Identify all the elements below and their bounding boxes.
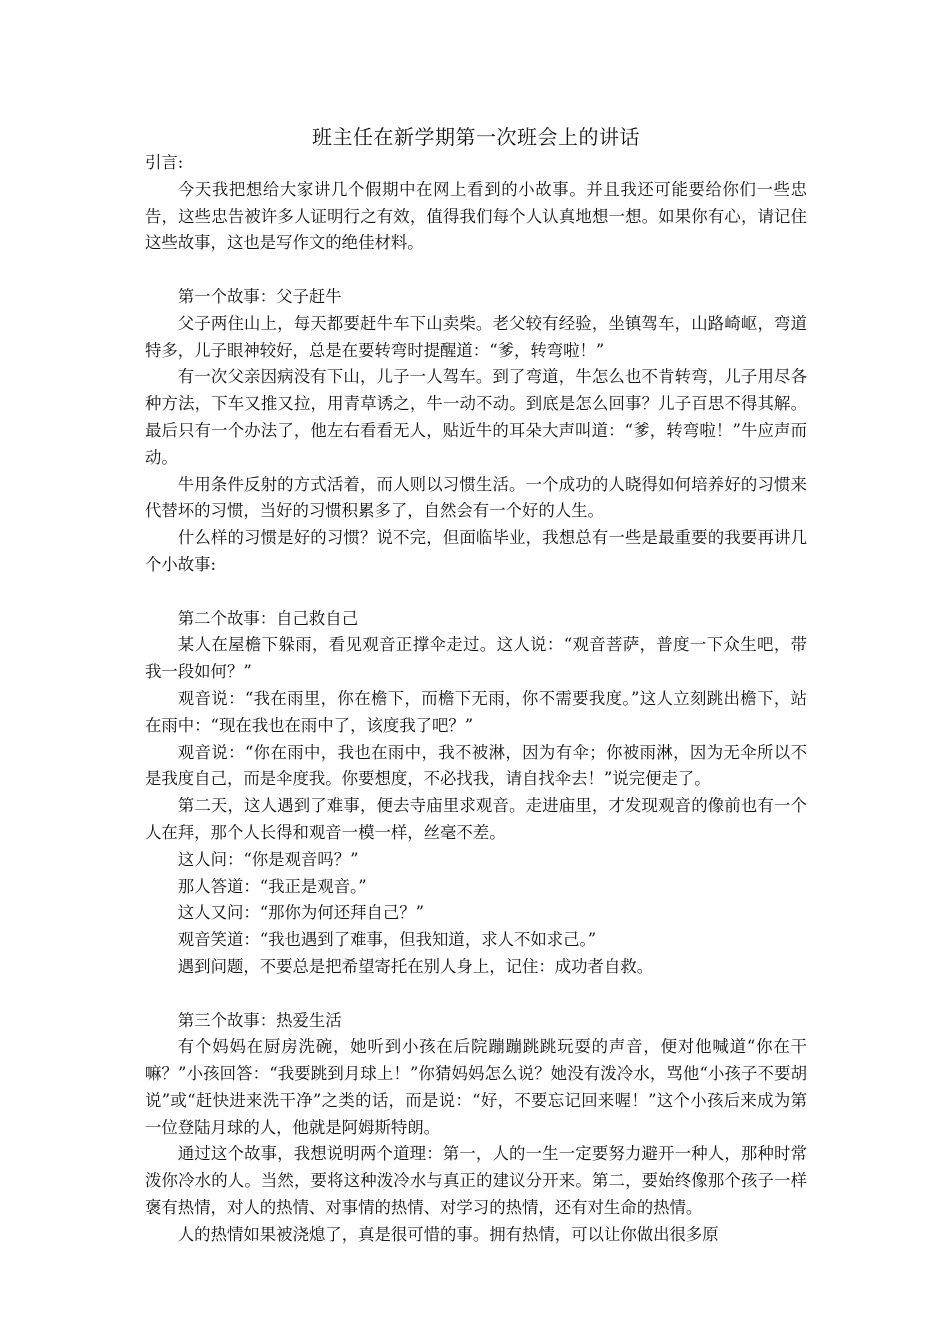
story2-paragraph: 某人在屋檐下躲雨，看见观音正撑伞走过。这人说：“观音菩萨，普度一下众生吧，带我一段如何？” — [145, 635, 807, 682]
story1-paragraph: 父子两住山上，每天都要赶牛车下山卖柴。老父较有经验，坐镇驾车，山路崎岖，弯道特多，儿子眼神较好，总是在要转弯时提醒道：“爹，转弯啦！” — [145, 313, 807, 360]
story2-dialogue-line: 这人又问：“那你为何还拜自己？” — [177, 903, 425, 923]
story1-paragraph: 有一次父亲因病没有下山，儿子一人驾车。到了弯道，牛怎么也不肯转弯，儿子用尽各种方法，下车又推又拉，用青草诱之，牛一动不动。到底是怎么回事？儿子百思不得其解。最后只有一个办法了，他左右看看无人，贴近牛的耳朵大声叫道：“爹，转弯啦！”牛应声而动。 — [145, 367, 807, 467]
story2-moral: 遇到问题，不要总是把希望寄托在别人身上，记住：成功者自救。 — [177, 956, 654, 976]
story2-dialogue-line: 那人答道：“我正是观音。” — [177, 876, 367, 896]
story3-paragraph: 有个妈妈在厨房洗碗，她听到小孩在后院蹦蹦跳跳玩耍的声音，便对他喊道“你在干嘛？”小孩回答：“我要跳到月球上！”你猜妈妈怎么说？她没有泼冷水，骂他“小孩子不要胡说”或“赶快进来洗干净”之类的话，而是说：“好，不要忘记回来喔！”这个小孩后来成为第一位登陆月球的人，他就是阿姆斯特朗。 — [145, 1037, 807, 1137]
story2-paragraph: 第二天，这人遇到了难事，便去寺庙里求观音。走进庙里，才发现观音的像前也有一个人在拜，那个人长得和观音一模一样，丝毫不差。 — [145, 796, 807, 842]
intro-paragraph: 今天我把想给大家讲几个假期中在网上看到的小故事。并且我还可能要给你们一些忠告，这些忠告被许多人证明行之有效，值得我们每个人认真地想一想。如果你有心，请记住这些故事，这也是写作文的绝佳材料。 — [145, 179, 807, 253]
story2-dialogue-line: 观音笑道：“我也遇到了难事，但我知道，求人不如求己。” — [177, 930, 597, 950]
story3-paragraph: 通过这个故事，我想说明两个道理：第一，人的一生一定要努力避开一种人，那种时常泼你冷水的人。当然，要将这种泼冷水与真正的建议分开来。第二，要始终像那个孩子一样褒有热情，对人的热情、对事情的热情、对学习的热情，还有对生命的热情。 — [145, 1144, 807, 1218]
story2-dialogue-line: 这人问：“你是观音吗？” — [177, 849, 359, 869]
story1-paragraph: 什么样的习惯是好的习惯？说不完，但面临毕业，我想总有一些是最重要的我要再讲几个小故事: — [145, 528, 807, 574]
document-title: 班主任在新学期第一次班会上的讲话 — [312, 125, 640, 149]
story1-heading: 第一个故事：父子赶牛 — [177, 286, 342, 306]
section-spacer — [145, 981, 807, 1008]
story3-heading: 第三个故事：热爱生活 — [177, 1010, 342, 1030]
section-spacer — [145, 579, 807, 606]
story2-paragraph: 观音说：“你在雨中，我也在雨中，我不被淋，因为有伞；你被雨淋，因为无伞所以不是我度自己，而是伞度我。你要想度，不必找我，请自找伞去！”说完便走了。 — [145, 742, 807, 789]
section-spacer — [145, 257, 807, 284]
document-page — [145, 120, 807, 1249]
intro-label: 引言: — [145, 153, 184, 172]
story2-heading: 第二个故事：自己救自己 — [177, 608, 359, 628]
story2-paragraph: 观音说：“我在雨里，你在檐下，而檐下无雨，你不需要我度。”这人立刻跳出檐下，站在雨中：“现在我也在雨中了，该度我了吧？” — [145, 688, 807, 735]
story3-paragraph: 人的热情如果被浇熄了，真是很可惜的事。拥有热情，可以让你做出很多原 — [177, 1224, 719, 1244]
story1-paragraph: 牛用条件反射的方式活着，而人则以习惯生活。一个成功的人晓得如何培养好的习惯来代替坏的习惯，当好的习惯积累多了，自然会有一个好的人生。 — [145, 474, 807, 521]
